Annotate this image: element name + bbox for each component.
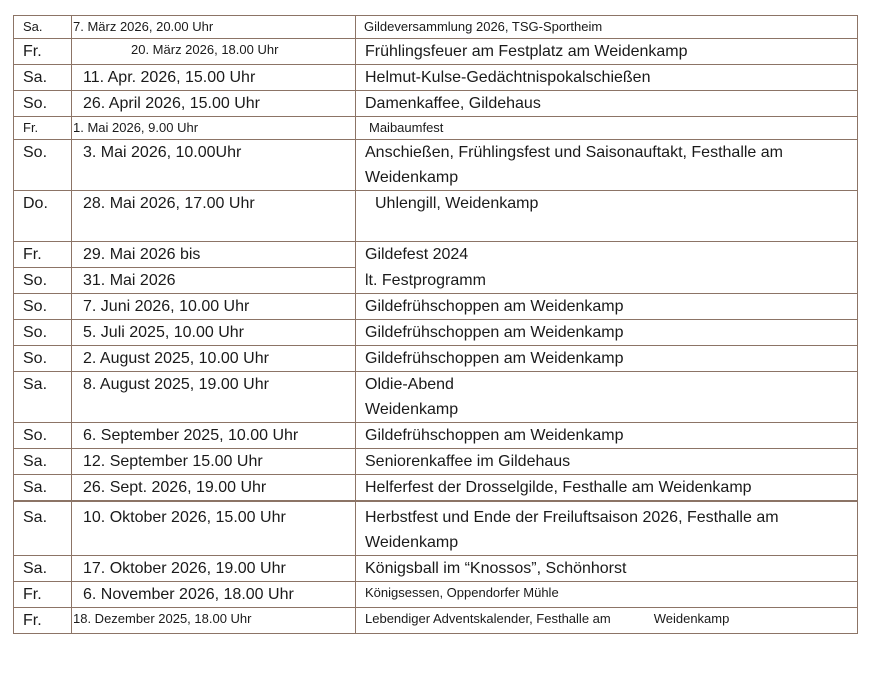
table-row: [14, 140, 858, 191]
table-row: [14, 117, 858, 140]
table-row: [14, 582, 858, 608]
event-cell: Anschießen, Frühlingsfest und Saisonauftakt, Festhalle am Weidenkamp: [356, 140, 858, 191]
event-line: Weidenkamp: [365, 401, 459, 418]
table-row: [14, 502, 858, 556]
day-cell: Sa.: [14, 16, 72, 39]
table-row: [14, 475, 858, 501]
date-cell: 5. Juli 2025, 10.00 Uhr: [72, 320, 356, 346]
event-cell: lt. Festprogramm: [356, 268, 858, 294]
day-cell: Sa.: [14, 556, 72, 582]
table-row: [14, 91, 858, 117]
date-cell: 1. Mai 2026, 9.00 Uhr: [72, 117, 356, 140]
table-row: [14, 16, 858, 39]
date-cell: 6. September 2025, 10.00 Uhr: [72, 423, 356, 449]
table-row: [14, 191, 858, 242]
day-cell: Do.: [14, 191, 72, 242]
date-cell: 12. September 15.00 Uhr: [72, 449, 356, 475]
date-cell: 6. November 2026, 18.00 Uhr: [72, 582, 356, 608]
event-cell: Gildefrühschoppen am Weidenkamp: [356, 294, 858, 320]
event-text: Weidenkamp: [653, 611, 730, 626]
event-cell: Gildefrühschoppen am Weidenkamp: [356, 346, 858, 372]
day-cell: Fr.: [14, 582, 72, 608]
date-cell: 20. März 2026, 18.00 Uhr: [72, 39, 356, 65]
date-cell: 7. März 2026, 20.00 Uhr: [72, 16, 356, 39]
table-row: [14, 556, 858, 582]
table-row: [14, 65, 858, 91]
date-cell: 18. Dezember 2025, 18.00 Uhr: [72, 608, 356, 634]
day-cell: So.: [14, 423, 72, 449]
event-cell: Frühlingsfeuer am Festplatz am Weidenkamp: [356, 39, 858, 65]
event-cell: Gildefrühschoppen am Weidenkamp: [356, 320, 858, 346]
table-row: [14, 346, 858, 372]
day-cell: So.: [14, 91, 72, 117]
table-row: [14, 242, 858, 268]
day-cell: Fr.: [14, 39, 72, 65]
table-row: [14, 423, 858, 449]
table-row: [14, 294, 858, 320]
event-cell: [356, 372, 858, 423]
event-schedule-table: [13, 15, 858, 634]
day-cell: So.: [14, 294, 72, 320]
event-cell: Gildeversammlung 2026, TSG-Sportheim: [356, 16, 858, 39]
date-cell: 17. Oktober 2026, 19.00 Uhr: [72, 556, 356, 582]
event-text: Lebendiger Adventskalender, Festhalle am: [365, 611, 611, 626]
table-row: [14, 608, 858, 634]
event-cell: Uhlengill, Weidenkamp: [356, 191, 858, 242]
event-cell: Königsball im “Knossos”, Schönhorst: [356, 556, 858, 582]
event-cell: Helmut-Kulse-Gedächtnispokalschießen: [356, 65, 858, 91]
event-cell: Helferfest der Drosselgilde, Festhalle am Weidenkamp: [356, 475, 858, 501]
day-cell: So.: [14, 140, 72, 191]
table-row: [14, 320, 858, 346]
day-cell: So.: [14, 346, 72, 372]
day-cell: Sa.: [14, 475, 72, 501]
day-cell: Sa.: [14, 449, 72, 475]
date-cell: 10. Oktober 2026, 15.00 Uhr: [72, 502, 356, 556]
date-cell: 26. Sept. 2026, 19.00 Uhr: [72, 475, 356, 501]
event-cell: Damenkaffee, Gildehaus: [356, 91, 858, 117]
day-cell: Fr.: [14, 117, 72, 140]
table-row: [14, 39, 858, 65]
day-cell: So.: [14, 268, 72, 294]
day-cell: Sa.: [14, 65, 72, 91]
event-cell: [356, 608, 858, 634]
event-line: Oldie-Abend: [365, 376, 454, 393]
table-row: [14, 449, 858, 475]
table-row: [14, 268, 858, 294]
event-cell: Gildefrühschoppen am Weidenkamp: [356, 423, 858, 449]
date-cell: 11. Apr. 2026, 15.00 Uhr: [72, 65, 356, 91]
date-cell: 29. Mai 2026 bis: [72, 242, 356, 268]
date-cell: 3. Mai 2026, 10.00Uhr: [72, 140, 356, 191]
event-cell: Königsessen, Oppendorfer Mühle: [356, 582, 858, 608]
event-cell: Herbstfest und Ende der Freiluftsaison 2026, Festhalle am Weidenkamp: [356, 502, 858, 556]
day-cell: So.: [14, 320, 72, 346]
date-cell: 7. Juni 2026, 10.00 Uhr: [72, 294, 356, 320]
event-cell: Gildefest 2024: [356, 242, 858, 268]
date-cell: 26. April 2026, 15.00 Uhr: [72, 91, 356, 117]
day-cell: Fr.: [14, 608, 72, 634]
event-cell: Maibaumfest: [356, 117, 858, 140]
day-cell: Sa.: [14, 502, 72, 556]
date-cell: 8. August 2025, 19.00 Uhr: [72, 372, 356, 423]
event-cell: Seniorenkaffee im Gildehaus: [356, 449, 858, 475]
day-cell: Fr.: [14, 242, 72, 268]
date-cell: 28. Mai 2026, 17.00 Uhr: [72, 191, 356, 242]
date-cell: 2. August 2025, 10.00 Uhr: [72, 346, 356, 372]
table-row: [14, 372, 858, 423]
day-cell: Sa.: [14, 372, 72, 423]
date-cell: 31. Mai 2026: [72, 268, 356, 294]
